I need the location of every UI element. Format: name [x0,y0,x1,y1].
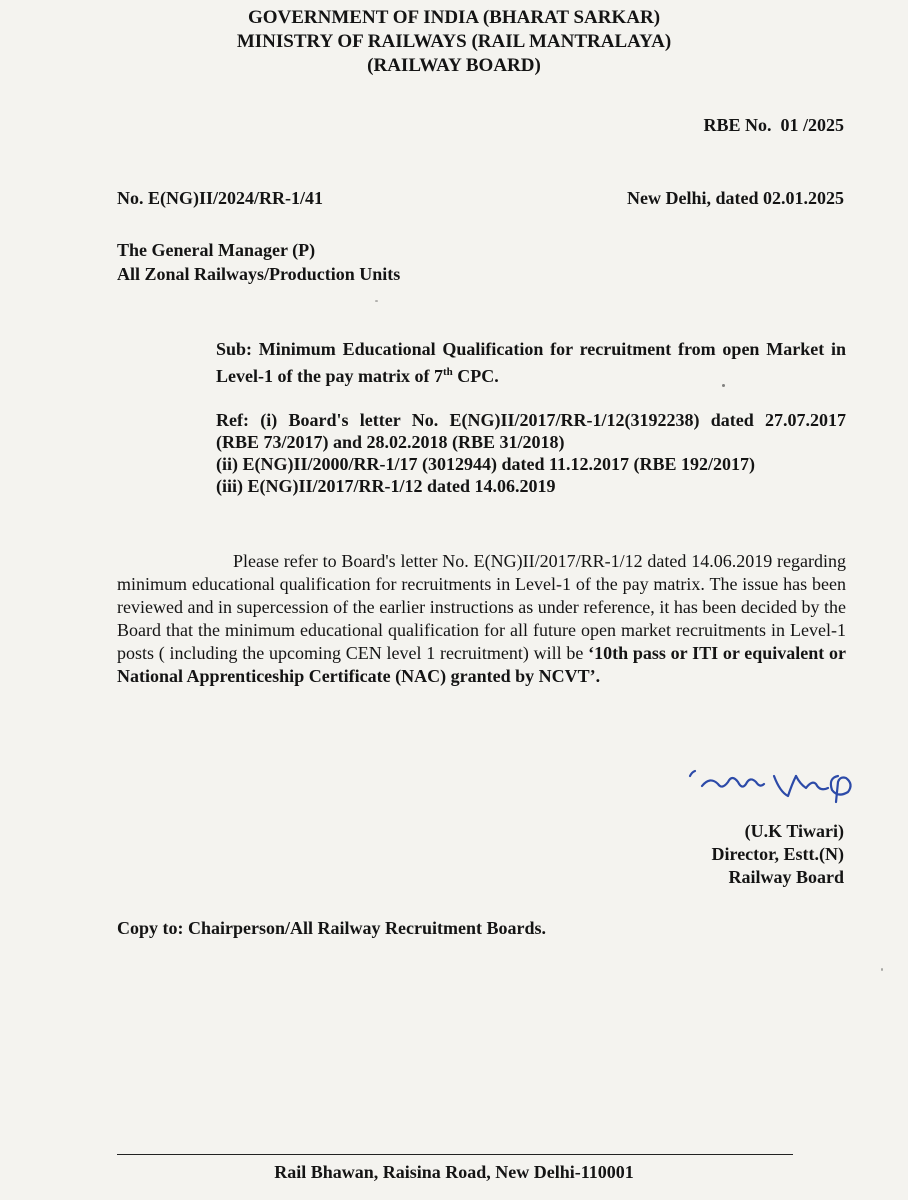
signatory-designation: Director, Estt.(N) [711,844,844,864]
addressee-line-2: All Zonal Railways/Production Units [117,264,401,284]
letterhead-board: (RAILWAY BOARD) [367,55,541,76]
letterhead-government: GOVERNMENT OF INDIA (BHARAT SARKAR) [247,7,661,28]
scan-speck [722,384,725,387]
signatory-office: Railway Board [728,867,844,887]
scan-speck [375,300,378,302]
letterhead [0,6,908,78]
reference-1: Ref: (i) Board's letter No. E(NG)II/2017/RR-1/12(3192238) dated 27.07.2017 (RBE 73/2017) and 28.02.2018 (RBE 31/2018) [216,410,846,452]
subject-text: Sub: Minimum Educational Qualification for recruitment from open Market in Level-1 of the pay matrix of 7 [216,339,846,386]
letter-number: No. E(NG)II/2024/RR-1/41 [117,188,323,208]
body-paragraph [117,550,846,688]
signatory-name: (U.K Tiwari) [744,821,844,841]
signature [688,762,873,812]
body-text: Please refer to Board's letter No. E(NG)II/2017/RR-1/12 dated 14.06.2019 regarding minimum educational qualification for recruitments in Level-1 of the pay matrix. The issue has been reviewed and in supercession of the earlier instructions as under reference, it has been decided by the Board that the minimum educational qualification for all future open market recruitments in Level-1 posts ( including the upcoming CEN level 1 recruitment) will be [117,551,846,663]
reference-2: (ii) E(NG)II/2000/RR-1/17 (3012944) dated 11.12.2017 (RBE 192/2017) [216,454,755,474]
addressee-line-1: The General Manager (P) [117,240,316,260]
rbe-number: RBE No. 01 /2025 [703,115,844,135]
footer-address: Rail Bhawan, Raisina Road, New Delhi-110001 [274,1162,634,1182]
scan-speck [881,968,883,971]
body-emphasis: ‘10th pass or ITI or equivalent or National Apprenticeship Certificate (NAC) granted by NCVT’. [117,643,847,686]
copy-to: Copy to: Chairperson/All Railway Recruitment Boards. [117,918,546,938]
signatory-block [712,820,844,889]
subject-suffix: CPC. [452,366,499,386]
subject [216,338,846,388]
references [216,409,846,497]
reference-3: (iii) E(NG)II/2017/RR-1/12 dated 14.06.2019 [216,476,556,496]
addressee [117,238,400,286]
subject-superscript: th [442,366,453,378]
place-date: New Delhi, dated 02.01.2025 [627,188,844,208]
letterhead-ministry: MINISTRY OF RAILWAYS (RAIL MANTRALAYA) [236,31,672,52]
footer-divider [117,1154,793,1155]
signature-ink [690,771,851,802]
